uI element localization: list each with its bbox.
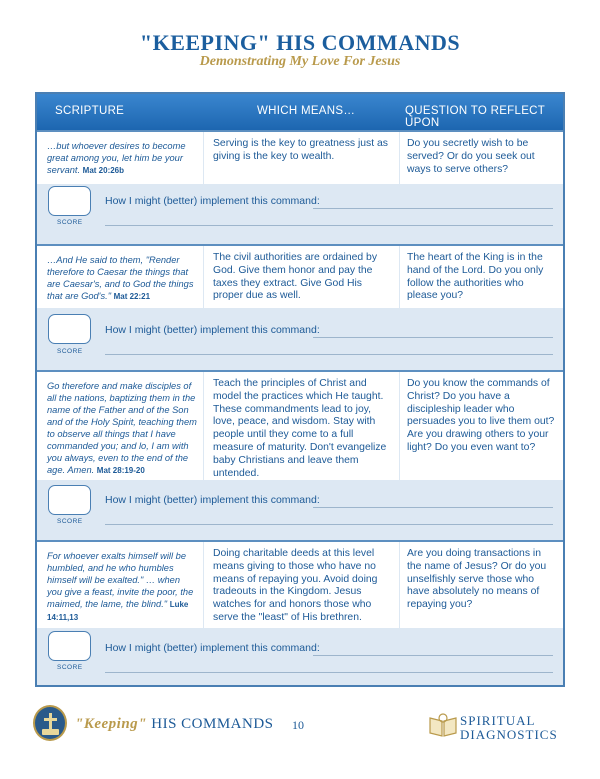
commands-table [35,92,565,687]
column-header-means: WHICH MEANS… [257,105,356,117]
brand-line-1: SPIRITUAL [460,713,536,728]
footer-keeping: "Keeping" [75,716,147,732]
implement-answer-line[interactable] [105,672,553,673]
implement-prompt: How I might (better) implement this command: [105,324,320,336]
page-number: 10 [292,718,304,732]
footer-book-title [75,716,274,733]
score-label: SCORE [57,219,83,226]
means-cell: Serving is the key to greatness just as giving is the key to wealth. [204,132,399,184]
table-header [37,94,563,130]
scripture-text: For whoever exalts himself will be humbled, and he who humbles himself will be exalted." … when you give a feast, invite the poor, the maimed, the lame, the blind." [47,551,194,609]
score-label: SCORE [57,518,83,525]
implement-answer-line[interactable] [313,507,553,508]
scripture-reference: Luke 14:11,13 [47,600,189,622]
implement-answer-line[interactable] [105,524,553,525]
implement-answer-line[interactable] [313,337,553,338]
table-row [37,540,563,685]
implement-prompt: How I might (better) implement this command: [105,195,320,207]
score-label: SCORE [57,348,83,355]
scripture-cell [37,372,203,480]
table-row [37,130,563,244]
score-label: SCORE [57,664,83,671]
implement-answer-line[interactable] [313,655,553,656]
question-cell: Do you secretly wish to be served? Or do you seek out ways to serve others? [400,132,563,184]
column-header-scripture: SCRIPTURE [55,105,125,117]
scripture-text: …And He said to them, "Render therefore to Caesar the things that are Caesar's, and to God the things that are God's." [47,255,194,301]
scripture-cell [37,132,203,184]
page-title: "KEEPING" HIS COMMANDS [139,30,461,55]
scripture-cell [37,542,203,628]
table-row [37,370,563,540]
means-cell: Doing charitable deeds at this level means giving to those who have no means of repaying you. Avoid doing tradeouts in the Kingdom. Jesus watches for and honors those who serve the "least" of His brethren. [204,542,399,628]
implement-answer-line[interactable] [105,354,553,355]
brand-name [460,714,558,742]
implement-answer-line[interactable] [105,225,553,226]
means-cell: Teach the principles of Christ and model the practices which He taught. These commandments lead to joy, love, peace, and wisdom. Stay with people until they come to a full measure of maturity. Don't evangelize baby Christians and leave them untended. [204,372,399,480]
brand-line-2: DIAGNOSTICS [460,727,558,742]
question-cell: Are you doing transactions in the name of Jesus? Or do you unselfishly serve those who have absolutely no means of repaying you? [400,542,563,628]
cross-book-icon [33,705,67,741]
implement-answer-line[interactable] [313,208,553,209]
scripture-text: Go therefore and make disciples of all the nations, baptizing them in the name of the Father and of the Son and of the Holy Spirit, teaching them to observe all things that I have commanded you; and lo, I am with you always, even to the end of the age. Amen. [47,381,197,475]
scripture-reference: Mat 28:19-20 [96,466,145,475]
score-input[interactable] [48,485,91,515]
page-subtitle: Demonstrating My Love For Jesus [199,54,401,69]
scripture-reference: Mat 20:26b [82,166,125,175]
question-cell: Do you know the commands of Christ? Do you have a discipleship leader who persuades you to live them out? Are you drawing others to your light? Do you even want to? [400,372,563,480]
score-input[interactable] [48,186,91,216]
footer-his-commands: HIS COMMANDS [147,716,274,732]
column-header-question: QUESTION TO REFLECT UPON [405,105,545,129]
scripture-reference: Mat 22:21 [113,292,151,301]
score-input[interactable] [48,631,91,661]
question-cell: The heart of the King is in the hand of the Lord. Do you only follow the authorities who please you? [400,246,563,308]
scripture-text: …but whoever desires to become great among you, let him be your servant. [47,141,186,175]
score-input[interactable] [48,314,91,344]
table-row [37,244,563,370]
implement-prompt: How I might (better) implement this command: [105,494,320,506]
implement-prompt: How I might (better) implement this command: [105,642,320,654]
means-cell: The civil authorities are ordained by God. Give them honor and pay the taxes they extract. Give God His proper due as well. [204,246,399,308]
scripture-cell [37,246,203,308]
open-book-icon [428,712,458,738]
